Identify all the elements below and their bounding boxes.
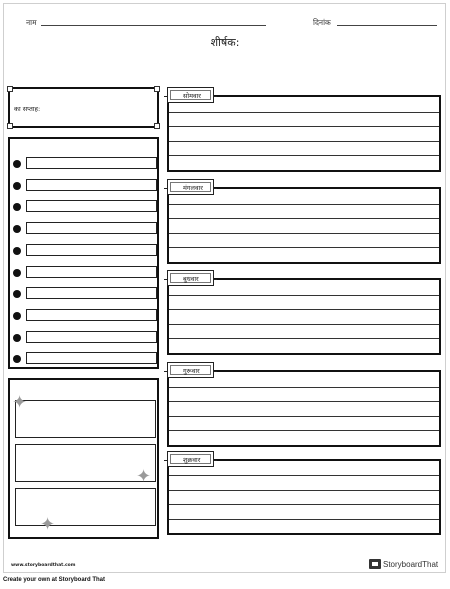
create-link[interactable]: Create your own at Storyboard That <box>3 577 106 583</box>
list-item-field[interactable] <box>26 179 157 191</box>
ruled-line <box>169 324 439 325</box>
bullet-icon <box>13 355 21 363</box>
corner-handle <box>154 123 160 129</box>
note-field[interactable] <box>15 444 156 482</box>
storyboard-logo-icon <box>369 559 381 569</box>
ruled-line <box>169 126 439 127</box>
tab-tick <box>213 96 217 97</box>
list-item-field[interactable] <box>26 157 157 169</box>
day-card <box>167 451 441 535</box>
bullet-icon <box>13 203 21 211</box>
day-card <box>167 87 441 172</box>
list-item <box>13 287 157 301</box>
sparkle-icon: ✦ <box>136 466 152 487</box>
sparkle-icon: ✦ <box>40 514 56 535</box>
notes-box <box>8 378 159 539</box>
list-item-field[interactable] <box>26 266 157 278</box>
ruled-line <box>169 504 439 505</box>
ruled-line <box>169 519 439 520</box>
day-card <box>167 270 441 355</box>
list-item-field[interactable] <box>26 352 157 364</box>
bullet-icon <box>13 247 21 255</box>
name-field[interactable] <box>41 25 266 26</box>
note-field[interactable] <box>15 488 156 526</box>
bullet-list-box <box>8 137 159 369</box>
tab-tick <box>164 371 168 372</box>
day-label: सोमवार <box>183 92 201 100</box>
list-item <box>13 200 157 214</box>
ruled-line <box>169 204 439 205</box>
bullet-icon <box>13 182 21 190</box>
ruled-line <box>169 387 439 388</box>
name-label: नाम <box>26 18 37 27</box>
list-item <box>13 179 157 193</box>
day-label: शुक्रवार <box>183 456 201 464</box>
day-card <box>167 179 441 264</box>
bullet-icon <box>13 269 21 277</box>
tab-tick <box>213 188 217 189</box>
tab-tick <box>164 279 168 280</box>
note-field[interactable] <box>15 400 156 438</box>
list-item-field[interactable] <box>26 287 157 299</box>
bullet-icon <box>13 160 21 168</box>
tab-tick <box>164 188 168 189</box>
list-item <box>13 244 157 258</box>
ruled-line <box>169 247 439 248</box>
day-label-tab <box>167 362 214 378</box>
list-item <box>13 331 157 345</box>
ruled-line <box>169 475 439 476</box>
ruled-line <box>169 141 439 142</box>
list-item <box>13 266 157 280</box>
list-item-field[interactable] <box>26 244 157 256</box>
date-label: दिनांक <box>313 18 331 27</box>
day-label: मंगलवार <box>183 184 203 192</box>
day-label-tab <box>167 270 214 286</box>
tab-tick <box>213 460 217 461</box>
ruled-line <box>169 490 439 491</box>
bullet-icon <box>13 225 21 233</box>
corner-handle <box>7 86 13 92</box>
week-label: का सप्ताह: <box>14 105 41 113</box>
day-label-tab <box>167 451 214 467</box>
tab-tick <box>164 460 168 461</box>
ruled-line <box>169 112 439 113</box>
week-box[interactable] <box>8 87 159 128</box>
day-writing-area[interactable] <box>167 95 441 172</box>
ruled-line <box>169 401 439 402</box>
page-title: शीर्षक: <box>210 36 240 49</box>
list-item <box>13 309 157 323</box>
tab-tick <box>164 96 168 97</box>
ruled-line <box>169 338 439 339</box>
list-item-field[interactable] <box>26 200 157 212</box>
day-writing-area[interactable] <box>167 459 441 535</box>
ruled-line <box>169 430 439 431</box>
day-card <box>167 362 441 447</box>
date-field[interactable] <box>337 25 437 26</box>
bullet-icon <box>13 312 21 320</box>
day-label-tab <box>167 87 214 103</box>
bullet-icon <box>13 334 21 342</box>
list-item-field[interactable] <box>26 222 157 234</box>
tab-tick <box>213 371 217 372</box>
list-item <box>13 157 157 171</box>
day-label-tab <box>167 179 214 195</box>
brand-name: StoryboardThat <box>383 559 439 569</box>
list-item-field[interactable] <box>26 309 157 321</box>
ruled-line <box>169 155 439 156</box>
list-item-field[interactable] <box>26 331 157 343</box>
day-label: बुधवार <box>183 275 199 283</box>
corner-handle <box>154 86 160 92</box>
list-item <box>13 222 157 236</box>
ruled-line <box>169 218 439 219</box>
day-writing-area[interactable] <box>167 370 441 447</box>
storyboard-logo[interactable] <box>369 558 438 570</box>
bullet-icon <box>13 290 21 298</box>
tab-tick <box>213 279 217 280</box>
day-writing-area[interactable] <box>167 278 441 355</box>
ruled-line <box>169 416 439 417</box>
ruled-line <box>169 233 439 234</box>
list-item <box>13 352 157 366</box>
corner-handle <box>7 123 13 129</box>
ruled-line <box>169 309 439 310</box>
sparkle-icon: ✦ <box>12 392 28 413</box>
day-writing-area[interactable] <box>167 187 441 264</box>
day-label: गुरूवार <box>183 367 200 375</box>
ruled-line <box>169 295 439 296</box>
footer-url[interactable]: www.storyboardthat.com <box>11 563 76 568</box>
